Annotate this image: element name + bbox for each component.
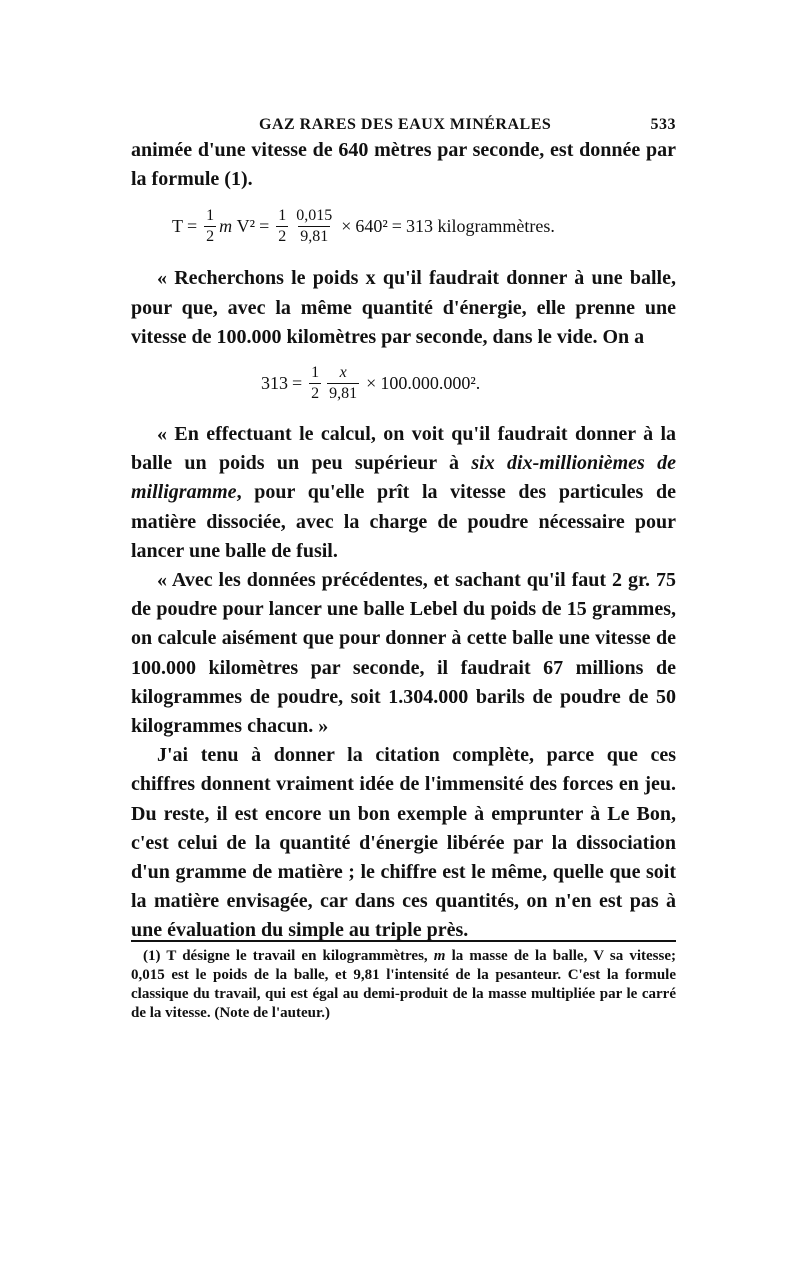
formula-equals-2: = xyxy=(259,216,270,237)
fraction-numerator: 1 xyxy=(206,206,215,224)
main-text xyxy=(131,136,676,946)
formula-result: 313 kilogrammètres. xyxy=(405,216,555,237)
paragraph-3 xyxy=(131,420,676,566)
footnote-part-2: la masse de la balle, V sa vitesse; 0,015 est le poids de la balle, et 9,81 l'intensité de la pesanteur. C'est la formule classique du travail, qui est égal au demi-produit de la masse multipliée par le carré de la vitesse. (Note de l'auteur.) xyxy=(131,948,676,1021)
fraction-denominator: 9,81 xyxy=(329,384,358,402)
paragraph-3-emphasis: six dix-millionièmes de milligramme xyxy=(131,452,676,504)
formula-lhs: 313 xyxy=(261,373,288,394)
footnote-marker: (1) xyxy=(143,948,161,964)
formula-velocity: V² xyxy=(236,216,256,237)
fraction-numerator: x xyxy=(339,363,347,381)
fraction-numerator: 0,015 xyxy=(296,206,333,224)
fraction-denominator: 2 xyxy=(278,227,287,245)
footnote-part-1: T désigne le travail en kilogrammètres, xyxy=(160,948,434,964)
fraction-denominator: 2 xyxy=(311,384,320,402)
fraction-x xyxy=(327,365,359,402)
fraction-numerator: 1 xyxy=(311,363,320,381)
fraction-mass xyxy=(294,208,334,245)
footnote-text xyxy=(131,947,676,1023)
formula-equals: = xyxy=(292,373,303,394)
paragraph-5: J'ai tenu à donner la citation complète, parce que ces chiffres donnent vraiment idée de l'immensité des forces en jeu. Du reste, il est encore un bon exemple à emprunter à Le Bon, c'est celui de la quantité d'énergie libérée par la dissociation d'un gramme de matière ; le chiffre est le même, quelle que soit la matière envisagée, car dans ces quantités, on n'en est pas à une évaluation du simple au triple près. xyxy=(131,744,676,942)
fraction-half xyxy=(309,365,321,402)
formula-unknown-weight xyxy=(131,358,676,408)
fraction-numerator: 1 xyxy=(278,206,287,224)
paragraph-3-start: « En effectuant le calcul, on voit qu'il faudrait donner à la balle un poids un peu supérieur à xyxy=(131,423,676,475)
page xyxy=(131,110,676,946)
formula-lhs: T xyxy=(172,216,183,237)
fraction-denominator: 2 xyxy=(206,227,215,245)
formula-times: × xyxy=(366,373,377,394)
fraction-half xyxy=(204,208,216,245)
footnote-mass-symbol: m xyxy=(433,948,446,964)
paragraph-2: « Recherchons le poids x qu'il faudrait donner à une balle, pour que, avec la même quantité d'énergie, elle prenne une vitesse de 100.000 kilomètres par seconde, dans le vide. On a xyxy=(131,267,676,348)
paragraph-1: animée d'une vitesse de 640 mètres par seconde, est donnée par la formule (1). xyxy=(131,139,676,191)
formula-mass-symbol: m xyxy=(219,216,233,237)
formula-kinetic-energy xyxy=(131,200,676,252)
formula-equals: = xyxy=(187,216,198,237)
paragraph-4: « Avec les données précédentes, et sachant qu'il faut 2 gr. 75 de poudre pour lancer une balle Lebel du poids de 15 grammes, on calcule aisément que pour donner à cette balle une vitesse de 100.000 kilomètres par seconde, il faudrait 67 millions de kilogrammes de poudre, soit 1.304.000 barils de poudre de 50 kilogrammes chacun. » xyxy=(131,569,676,738)
footnote xyxy=(131,947,676,1023)
running-header xyxy=(131,110,676,136)
fraction-denominator: 9,81 xyxy=(300,227,329,245)
running-title: GAZ RARES DES EAUX MINÉRALES xyxy=(259,116,552,133)
fraction-half-2 xyxy=(276,208,288,245)
formula-speed: 100.000.000². xyxy=(380,373,481,394)
footnote-divider xyxy=(131,940,676,942)
formula-times: × xyxy=(341,216,352,237)
formula-equals-3: = xyxy=(391,216,402,237)
paragraph-3-end: , pour qu'elle prît la vitesse des particules de matière dissociée, avec la charge de poudre nécessaire pour lancer une balle de fusil. xyxy=(131,481,676,562)
page-number: 533 xyxy=(650,116,676,133)
formula-speed: 640² xyxy=(355,216,388,237)
